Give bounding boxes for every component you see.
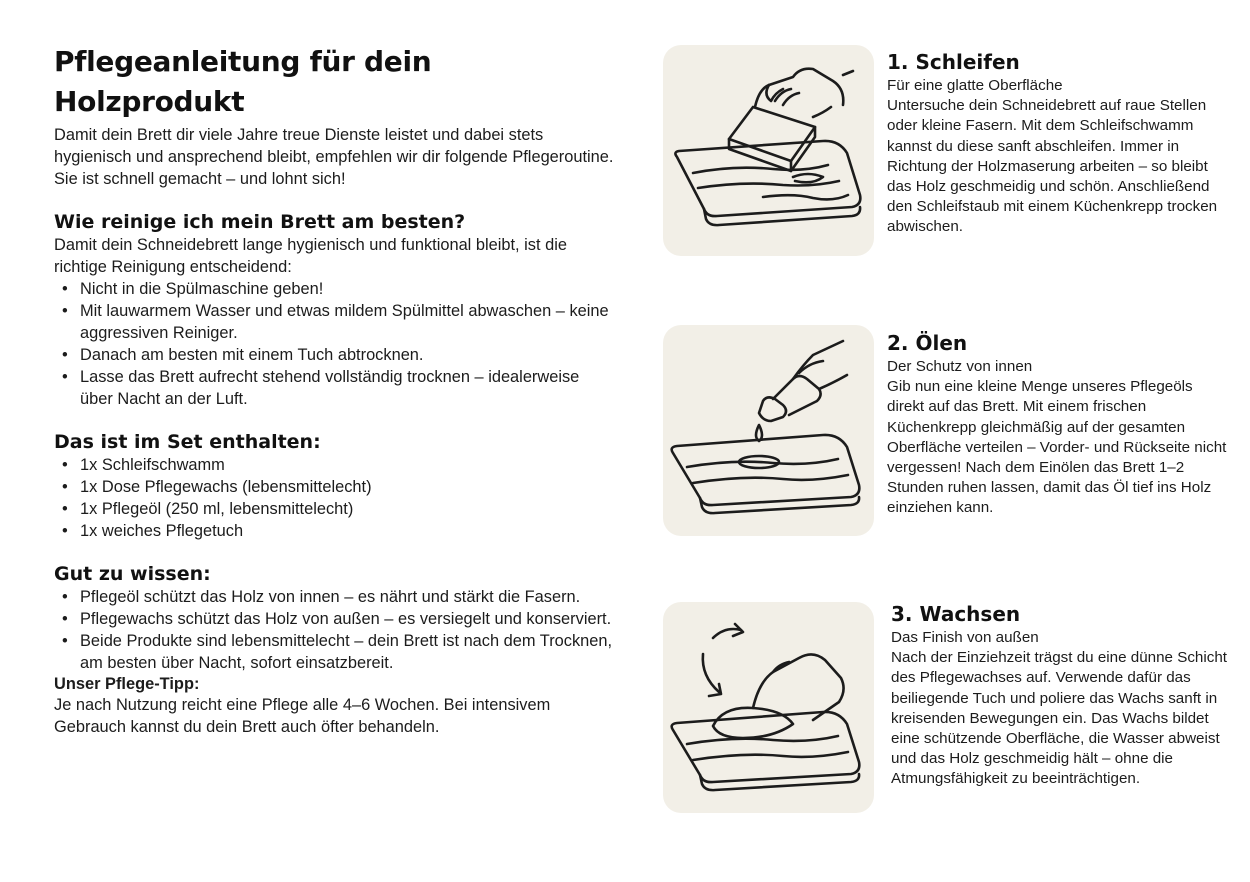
step-1-subtitle: Für eine glatte Oberfläche [887,77,1063,94]
list-item: • 1x Schleifschwamm [62,454,614,476]
cleaning-section [54,210,614,410]
list-item: • 1x Pflegeöl (250 ml, lebensmittelecht) [62,498,614,520]
good-list [62,586,614,674]
sanding-icon [663,45,874,256]
list-item: • Danach am besten mit einem Tuch abtrocknen. [62,344,614,366]
set-heading: Das ist im Set enthalten: [54,431,321,453]
step-2-subtitle: Der Schutz von innen [887,358,1033,375]
page-title: Pflegeanleitung für dein Holzprodukt [54,45,432,118]
list-item: • Nicht in die Spülmaschine geben! [62,278,614,300]
step-1-title: 1. Schleifen [887,50,1020,74]
step-3-title: 3. Wachsen [891,602,1021,626]
step-1-text [887,48,1227,238]
step-3-text [891,600,1231,790]
list-item: • Beide Produkte sind lebensmittelecht – dein Brett ist nach dem Trocknen, am besten über Nacht, sofort einsatzbereit. [62,630,614,674]
step-2-title: 2. Ölen [887,331,968,355]
step-2-text [887,329,1227,519]
list-item: • 1x Dose Pflegewachs (lebensmittelecht) [62,476,614,498]
list-item: • Lasse das Brett aufrecht stehend vollständig trocknen – idealerweise über Nacht an der Luft. [62,366,614,410]
waxing-illustration [663,602,874,813]
tip-title: Unser Pflege-Tipp: [54,675,200,693]
oil-bottle-icon [663,325,874,536]
intro-text: Damit dein Brett dir viele Jahre treue Dienste leistet und dabei stets hygienisch und ansprechend bleibt, empfehlen wir dir folgende Pflegeroutine. Sie ist schnell gemacht – und lohnt sich! [54,126,614,188]
oiling-illustration [663,325,874,536]
set-list [62,454,614,542]
list-item: • 1x weiches Pflegetuch [62,520,614,542]
cleaning-text: Damit dein Schneidebrett lange hygienisch und funktional bleibt, ist die richtige Reinigung entscheidend: [54,236,567,276]
tip-text: Je nach Nutzung reicht eine Pflege alle 4–6 Wochen. Bei intensivem Gebrauch kannst du dein Brett auch öfter behandeln. [54,696,551,736]
list-item: • Pflegeöl schützt das Holz von innen – es nährt und stärkt die Fasern. [62,586,614,608]
cleaning-list [62,278,614,410]
step-3-subtitle: Das Finish von außen [891,629,1039,646]
list-item: • Mit lauwarmem Wasser und etwas mildem Spülmittel abwaschen – keine aggressiven Reiniger. [62,300,614,344]
cleaning-heading: Wie reinige ich mein Brett am besten? [54,211,466,233]
sanding-illustration [663,45,874,256]
good-heading: Gut zu wissen: [54,563,211,585]
list-item: • Pflegewachs schützt das Holz von außen – es versiegelt und konserviert. [62,608,614,630]
good-to-know-section [54,562,614,738]
step-3-body: Nach der Einziehzeit trägst du eine dünne Schicht des Pflegewachses auf. Verwende dafür das beiliegende Tuch und poliere das Wachs sanft in kreisenden Bewegungen ein. Das Wachs bildet eine schützende Oberfläche, die Wasser abweist und das Holz geschmeidig hält – ohne die Atmungsfähigkeit zu beeinträchtigen. [891,649,1228,788]
set-section [54,430,614,542]
step-1-body: Untersuche dein Schneidebrett auf raue Stellen oder kleine Fasern. Mit dem Schleifschwamm kannst du diese sanft abschleifen. Immer in Richtung der Holzmaserung arbeiten – so bleibt das Holz geschmeidig und schön. Anschließend den Schleifstaub mit einem Küchenkrepp trocken abwischen. [887,97,1218,236]
left-column [54,42,614,738]
polishing-icon [663,602,874,813]
step-2-body: Gib nun eine kleine Menge unseres Pflegeöls direkt auf das Brett. Mit einem frischen Küchenkrepp gleichmäßig auf der gesamten Oberfläche verteilen – Vorder- und Rückseite nicht vergessen! Nach dem Einölen das Brett 1–2 Stunden ruhen lassen, damit das Öl tief ins Holz einziehen kann. [887,378,1227,517]
